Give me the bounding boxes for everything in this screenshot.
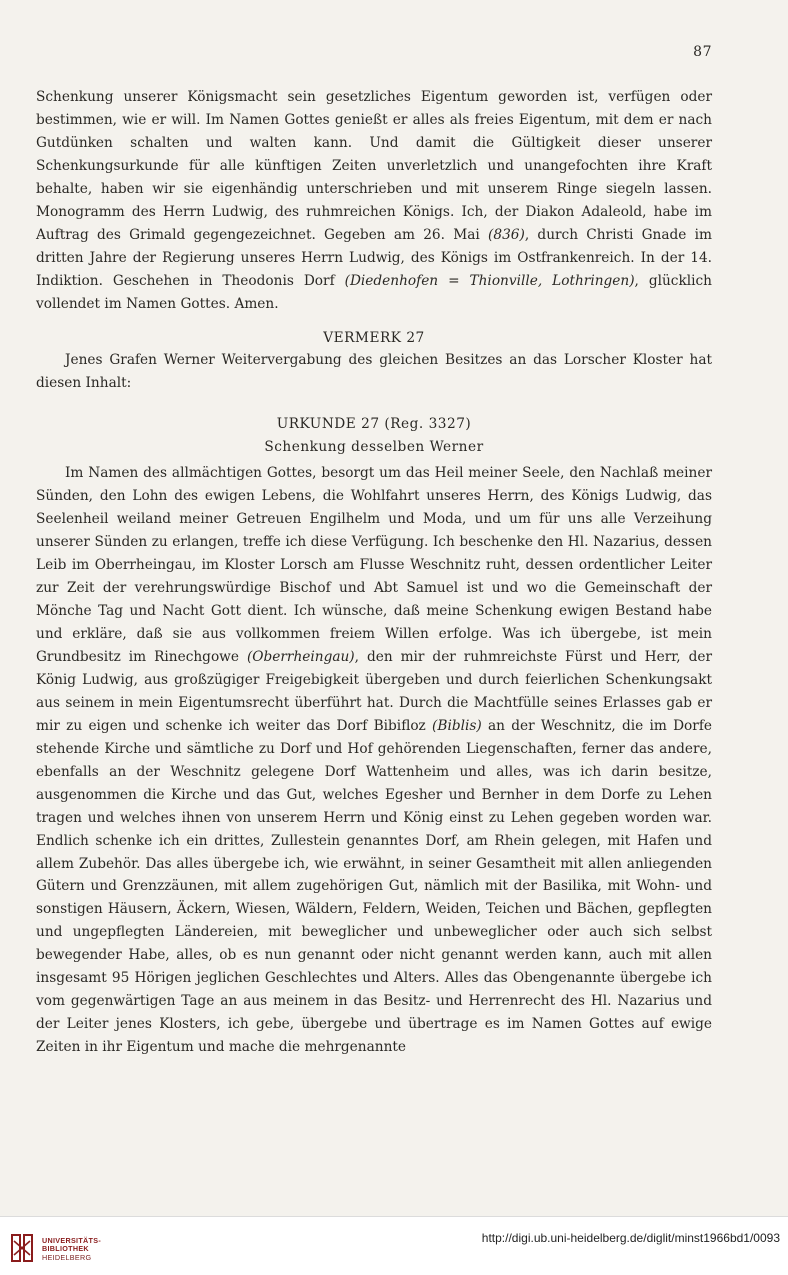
footer-bar	[0, 1216, 788, 1275]
source-url[interactable]: http://digi.ub.uni-heidelberg.de/diglit/minst1966bd1/0093	[481, 1231, 780, 1245]
text-run: Im Namen des allmächtigen Gottes, besorgt um das Heil meiner Seele, den Nachlaß meiner Sünden, den Lohn des ewigen Lebens, die Wohlfahrt unseres Herrn, des Königs Ludwig, das Seelenheil weiland meiner Getreuen Engilhelm und Moda, und um für uns alle Verzeihung unserer Sünden zu erlangen, treffe ich diese Verfügung. Ich beschenke den Hl. Nazarius, dessen Leib im Oberrheingau, im Kloster Lorsch am Flusse Weschnitz ruht, dessen ordentlicher Leiter zur Zeit der verehrungswürdige Bischof und Abt Samuel ist und wo die Gemeinschaft der Mönche Tag und Nacht Gott dient. Ich wünsche, daß meine Schenkung ewigen Bestand habe und erkläre, daß sie aus vollkommen freiem Willen erfolge. Was ich übergebe, ist mein Grundbesitz im Rinechgowe	[36, 465, 712, 665]
text-run: , den mir der ruhmreichste Fürst und Herr, der König Ludwig, aus großzügiger Freigebigkeit übergeben und durch feierlichen Schenkungsakt aus seinem in mein Eigentumsrecht überführt hat. Durch die Machtfülle seines Erlasses gab er mir zu eigen und schenke ich weiter das Dorf Bibifloz	[36, 648, 712, 734]
date-italic: (836)	[488, 226, 525, 243]
urkunde-subheading: Schenkung desselben Werner	[264, 439, 484, 456]
paragraph-urkunde	[36, 462, 712, 1059]
text-run: an der Weschnitz, die im Dorfe stehende Kirche und sämtliche zu Dorf und Hof gehörenden Liegenschaften, ferner das andere, ebenfalls an der Weschnitz gelegene Dorf Wattenheim und alles, was ich darin besitze, ausgenommen die Kirche und das Gut, welches Egesher und Bernher in dem Dorfe zu Lehen tragen und welches ihnen von unserem Herrn und König einst zu Lehen gegeben worden war. Endlich schenke ich ein drittes, Zullestein genanntes Dorf, am Rhein gelegen, mit Hafen und allem Zubehör. Das alles übergebe ich, wie erwähnt, in seiner Gesamtheit mit allen anliegenden Gütern und Grenzzäunen, mit allem zugehörigen Gut, nämlich mit der Basilika, mit Wohn- und sonstigen Häusern, Äckern, Wiesen, Wäldern, Feldern, Weiden, Teichen und Bächen, gepflegten und ungepflegten Ländereien, mit beweglicher und unbeweglicher oder auch sich selbst bewegender Habe, alles, ob es nun genannt oder nicht genannt werden kann, auch mit allen insgesamt 95 Hörigen jeglichen Geschlechtes und Alters. Alles das Obengenannte übergebe ich vom gegenwärtigen Tage an aus meinem in das Besitz- und Herrenrecht des Hl. Nazarius und der Leiter jenes Klosters, ich gebe, übergebe und übertrage es im Namen Gottes auf ewige Zeiten in ihr Eigentum und mache die mehrgenannte	[36, 717, 713, 1056]
logo-line: BIBLIOTHEK	[42, 1244, 89, 1254]
page-number: 87	[693, 44, 712, 60]
place-italic: (Diedenhofen = Thionville, Lothringen)	[344, 272, 635, 289]
text-run: , durch Christi Gnade im dritten Jahre der Regierung unseres Herrn Ludwig, des Königs im Ostfrankenreich. In der 14. Indiktion. Geschehen in Theodonis Dorf	[36, 226, 712, 289]
paragraph-schenkung-end	[36, 86, 712, 316]
place-italic: (Biblis)	[432, 717, 482, 734]
vermerk-heading: VERMERK 27	[323, 329, 425, 346]
library-logo-icon	[9, 1231, 35, 1265]
logo-line: HEIDELBERG	[42, 1252, 92, 1262]
library-logo-text	[42, 1237, 101, 1262]
text-run: Schenkung unserer Königsmacht sein gesetzliches Eigentum geworden ist, verfügen oder bestimmen, wie er will. Im Namen Gottes genießt er alles als freies Eigentum, mit dem er nach Gutdünken schalten und walten kann. Und damit die Gültigkeit dieser unserer Schenkungsurkunde für alle künftigen Zeiten unverletzlich und unangefochten ihre Kraft behalte, haben wir sie eigenhändig unterschrieben und mit unserem Ringe siegeln lassen. Monogramm des Herrn Ludwig, des ruhmreichen Königs. Ich, der Diakon Adaleold, habe im Auftrag des Grimald gegengezeichnet. Gegeben am 26. Mai	[36, 89, 712, 243]
urkunde-heading: URKUNDE 27 (Reg. 3327)	[276, 416, 472, 433]
body-text	[36, 86, 712, 1059]
text-run: , glücklich vollendet im Namen Gottes. Amen.	[36, 272, 713, 312]
paragraph-vermerk: Jenes Grafen Werner Weitervergabung des gleichen Besitzes an das Lorscher Kloster hat diesen Inhalt:	[36, 352, 712, 392]
logo-line: UNIVERSITÄTS-	[42, 1236, 102, 1245]
place-italic: (Oberrheingau)	[246, 648, 355, 665]
